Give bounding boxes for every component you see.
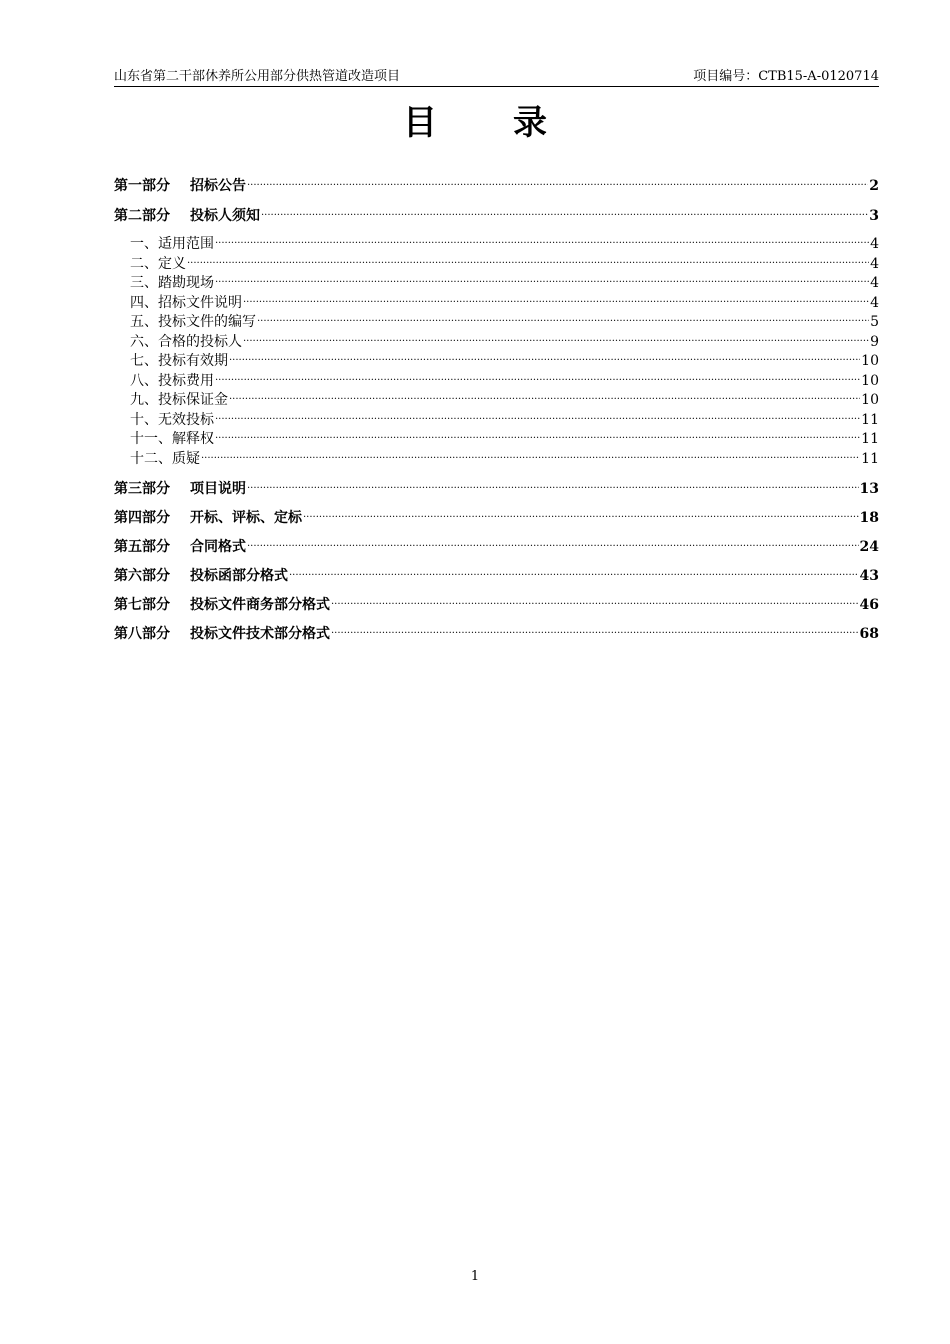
toc-subsection-title: 九、投标保证金 <box>130 392 228 408</box>
footer-page-number: 1 <box>470 1269 480 1284</box>
toc-page-number: 68 <box>859 626 879 642</box>
toc-entry-subsection[interactable] <box>114 248 879 272</box>
toc-leader-dots <box>261 198 868 220</box>
toc-subsection-title: 四、招标文件说明 <box>130 294 242 311</box>
toc-subsection-title: 十一、解释权 <box>130 431 214 447</box>
toc-subsection-title: 六、合格的投标人 <box>130 333 242 350</box>
toc-page-number: 18 <box>859 510 879 526</box>
toc-entry-subsection[interactable] <box>114 404 879 428</box>
toc-leader-dots <box>229 384 860 404</box>
toc-leader-dots <box>331 616 859 638</box>
toc-subsection-title: 十二、质疑 <box>130 450 200 467</box>
page-header <box>114 68 879 87</box>
toc-page-number: 10 <box>861 353 879 369</box>
toc-page-number: 11 <box>861 411 879 428</box>
toc-page-number: 4 <box>870 236 879 252</box>
toc-page-number: 11 <box>861 450 879 467</box>
toc-entry-part7[interactable] <box>114 587 879 613</box>
toc-page-number: 10 <box>861 392 879 408</box>
toc-part-label: 第五部分 <box>114 539 170 555</box>
toc-leader-dots <box>215 423 860 443</box>
toc-part-title: 投标函部分格式 <box>190 568 288 584</box>
toc-subsection-title: 三、踏勘现场 <box>130 275 214 291</box>
toc-part-label: 第八部分 <box>114 626 170 642</box>
toc-entry-subsection[interactable] <box>114 384 879 408</box>
toc-leader-dots <box>289 558 859 580</box>
toc-entry-subsection[interactable] <box>114 287 879 311</box>
toc-page-number: 4 <box>870 275 879 291</box>
toc-page-number: 4 <box>870 294 879 311</box>
toc-subsection-title: 一、适用范围 <box>130 236 214 252</box>
toc-leader-dots <box>215 365 860 385</box>
header-project-name: 山东省第二干部休养所公用部分供热管道改造项目 <box>114 69 401 84</box>
toc-subsection-title: 七、投标有效期 <box>130 353 228 369</box>
toc-page-number: 3 <box>869 208 879 224</box>
toc-entry-part4[interactable] <box>114 500 879 526</box>
toc-part-title: 招标公告 <box>190 178 246 194</box>
toc-page-number: 5 <box>870 314 879 330</box>
toc-part-title: 投标文件商务部分格式 <box>190 597 330 613</box>
toc-part-label: 第三部分 <box>114 481 170 497</box>
toc-subsection-title: 八、投标费用 <box>130 372 214 389</box>
toc-entry-subsection[interactable] <box>114 267 879 291</box>
toc-page-number: 9 <box>870 333 879 350</box>
toc-subsection-title: 五、投标文件的编写 <box>130 314 256 330</box>
page-footer <box>0 1268 950 1286</box>
toc-entry-subsection[interactable] <box>114 326 879 350</box>
toc-entry-subsection[interactable] <box>114 306 879 330</box>
toc-leader-dots <box>331 587 859 609</box>
toc-part-title: 开标、评标、定标 <box>190 510 302 526</box>
toc-leader-dots <box>229 345 860 365</box>
toc-entry-subsection[interactable] <box>114 228 879 252</box>
toc-leader-dots <box>257 306 869 326</box>
toc-leader-dots <box>247 471 859 493</box>
toc-leader-dots <box>243 287 869 307</box>
toc-leader-dots <box>201 443 860 463</box>
toc-page-number: 10 <box>861 372 879 389</box>
toc-part-label: 第二部分 <box>114 208 170 224</box>
toc-part-label: 第一部分 <box>114 178 170 194</box>
toc-page-number: 11 <box>861 431 879 447</box>
toc-leader-dots <box>215 228 869 248</box>
toc-entry-part3[interactable] <box>114 471 879 497</box>
toc-subsection-title: 二、定义 <box>130 255 186 272</box>
toc-title-char-1: 目 <box>403 103 437 143</box>
toc-leader-dots <box>187 248 869 268</box>
toc-entry-part5[interactable] <box>114 529 879 555</box>
toc-part-title: 投标文件技术部分格式 <box>190 626 330 642</box>
toc-entry-part8[interactable] <box>114 616 879 642</box>
toc-leader-dots <box>303 500 859 522</box>
toc-title-char-2: 录 <box>513 103 547 143</box>
toc-entry-subsection[interactable] <box>114 345 879 369</box>
toc-entry-subsection[interactable] <box>114 365 879 389</box>
toc-leader-dots <box>243 326 869 346</box>
toc-page-number: 13 <box>859 481 879 497</box>
header-project-number: 项目编号：CTB15-A-0120714 <box>693 69 879 84</box>
toc-leader-dots <box>247 168 868 190</box>
toc-subsection-title: 十、无效投标 <box>130 411 214 428</box>
toc-page-number: 24 <box>859 539 879 555</box>
toc-part-title: 投标人须知 <box>190 208 260 224</box>
toc-entry-part1[interactable] <box>114 168 879 194</box>
toc-entry-part6[interactable] <box>114 558 879 584</box>
toc-leader-dots <box>247 529 859 551</box>
toc-part-label: 第七部分 <box>114 597 170 613</box>
toc-entry-subsection[interactable] <box>114 423 879 447</box>
toc-entry-part2[interactable] <box>114 198 879 224</box>
toc-leader-dots <box>215 267 869 287</box>
toc-part-label: 第四部分 <box>114 510 170 526</box>
toc-part-title: 项目说明 <box>190 481 246 497</box>
toc-part-label: 第六部分 <box>114 568 170 584</box>
toc-page-number: 43 <box>859 568 879 584</box>
toc-part-title: 合同格式 <box>190 539 246 555</box>
toc-page-number: 46 <box>859 597 879 613</box>
toc-leader-dots <box>215 404 860 424</box>
toc-entry-subsection[interactable] <box>114 443 879 467</box>
toc-title <box>0 100 950 146</box>
toc-page-number: 4 <box>870 255 879 272</box>
toc-page-number: 2 <box>869 178 879 194</box>
